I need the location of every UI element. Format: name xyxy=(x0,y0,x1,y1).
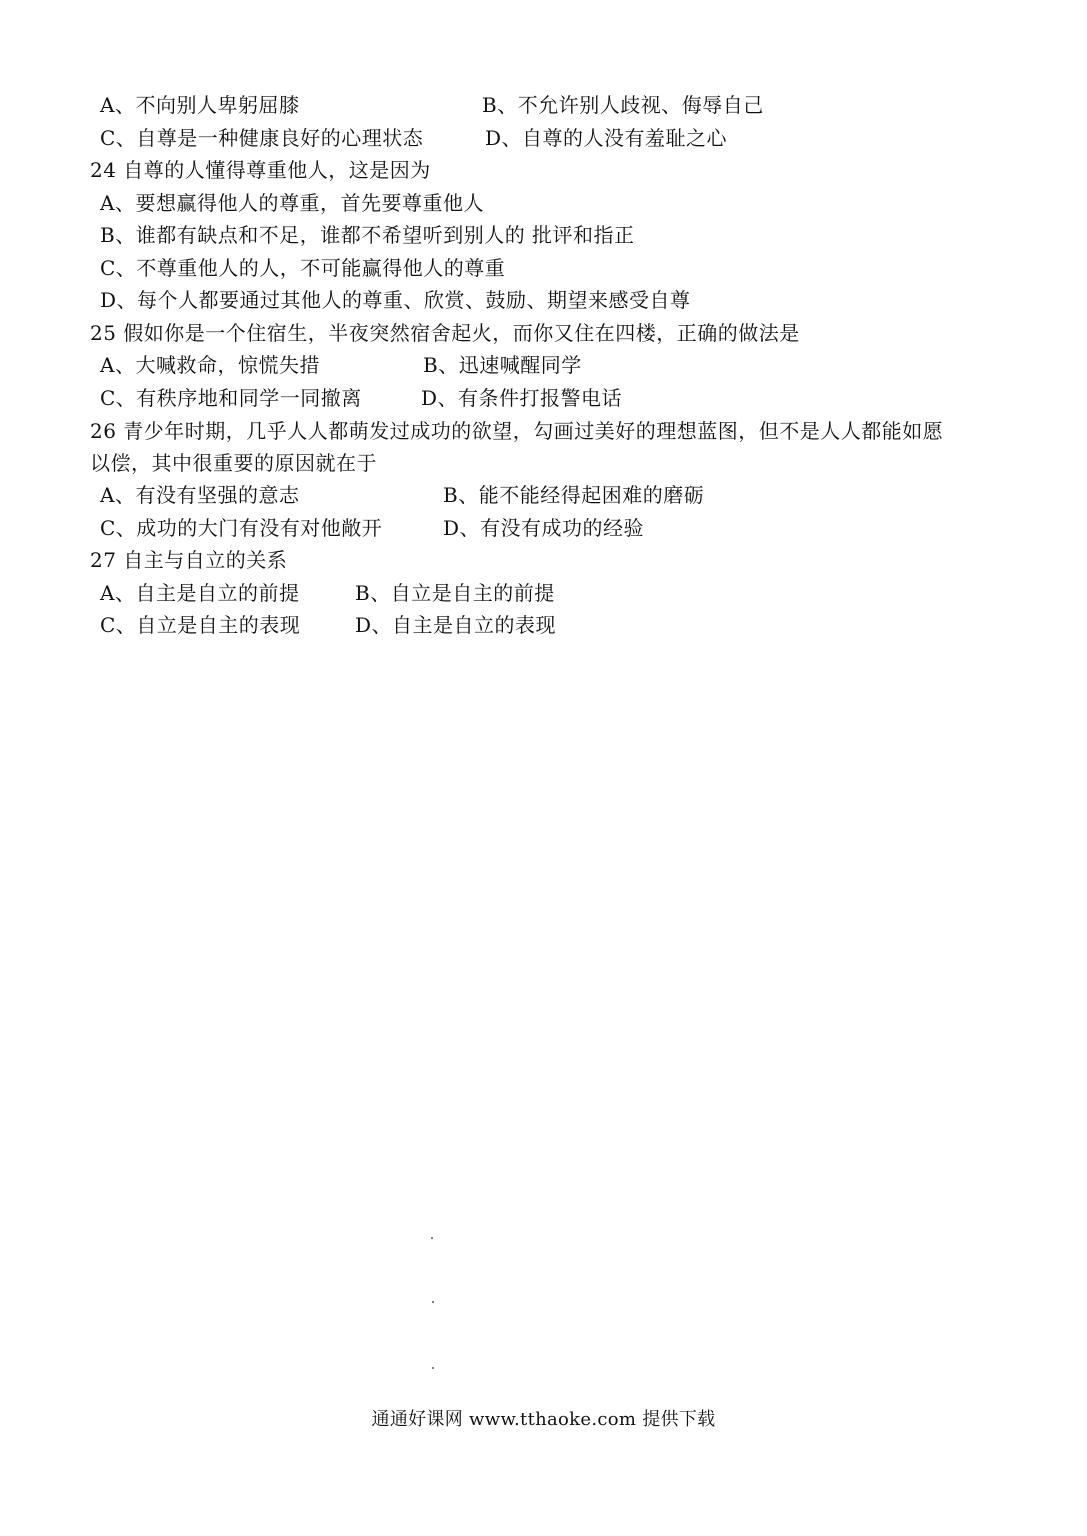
q26-option-c: C、成功的大门有没有对他敞开 xyxy=(100,516,383,540)
scan-speck xyxy=(431,1237,433,1239)
q27-option-b: B、自立是自主的前提 xyxy=(355,581,555,605)
q27-option-c: C、自立是自主的表现 xyxy=(100,613,301,637)
q26-option-b: B、能不能经得起困难的磨砺 xyxy=(443,483,705,507)
q26-option-a: A、有没有坚强的意志 xyxy=(100,483,300,507)
q23-option-d: D、自尊的人没有羞耻之心 xyxy=(485,126,728,150)
scan-speck xyxy=(432,1301,434,1303)
q24-stem: 24 自尊的人懂得尊重他人，这是因为 xyxy=(90,158,431,182)
q27-option-d: D、自主是自立的表现 xyxy=(355,613,557,637)
page-footer: 通通好课网 www.tthaoke.com 提供下载 xyxy=(371,1409,716,1430)
q27-stem: 27 自主与自立的关系 xyxy=(90,548,288,572)
q27-option-a: A、自主是自立的前提 xyxy=(100,581,300,605)
q24-option-c: C、不尊重他人的人，不可能赢得他人的尊重 xyxy=(100,256,506,280)
q24-option-d: D、每个人都要通过其他人的尊重、欣赏、鼓励、期望来感受自尊 xyxy=(100,288,691,312)
q26-option-d: D、有没有成功的经验 xyxy=(443,516,645,540)
q23-option-b: B、不允许别人歧视、侮辱自己 xyxy=(482,93,764,117)
q25-option-c: C、有秩序地和同学一同撤离 xyxy=(100,386,362,410)
q23-option-c: C、自尊是一种健康良好的心理状态 xyxy=(100,126,424,150)
q24-option-b: B、谁都有缺点和不足，谁都不希望听到别人的 批评和指正 xyxy=(100,223,635,247)
q25-option-a: A、大喊救命，惊慌失措 xyxy=(100,353,320,377)
q25-option-b: B、迅速喊醒同学 xyxy=(423,353,582,377)
q24-option-a: A、要想赢得他人的尊重，首先要尊重他人 xyxy=(100,191,484,215)
scan-speck xyxy=(432,1367,434,1369)
q26-stem-line2: 以偿，其中很重要的原因就在于 xyxy=(90,451,377,475)
q26-stem-line1: 26 青少年时期，几乎人人都萌发过成功的欲望，勾画过美好的理想蓝图，但不是人人都能如愿 xyxy=(90,419,944,443)
q25-option-d: D、有条件打报警电话 xyxy=(421,386,623,410)
q23-option-a: A、不向别人卑躬屈膝 xyxy=(100,93,300,117)
q25-stem: 25 假如你是一个住宿生，半夜突然宿舍起火，而你又住在四楼，正确的做法是 xyxy=(90,321,800,345)
